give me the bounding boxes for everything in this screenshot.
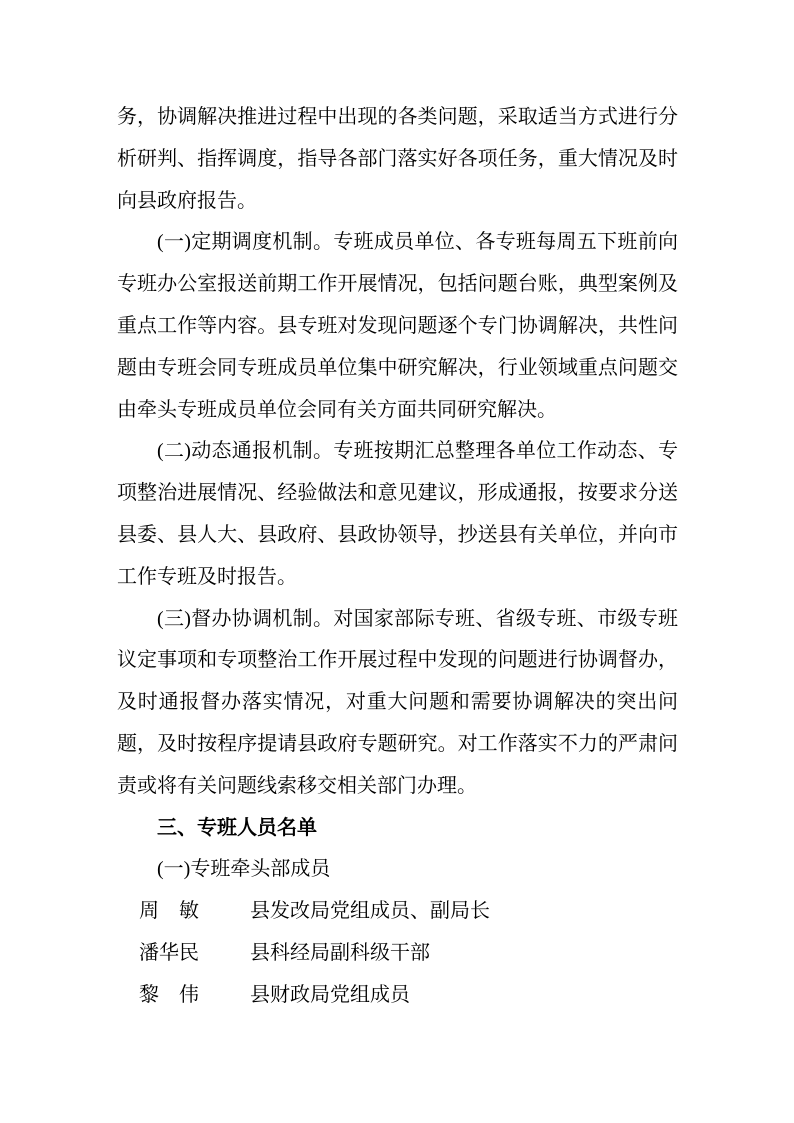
member-row — [117, 933, 678, 975]
body-paragraph-mechanism-1: (一)定期调度机制。专班成员单位、各专班每周五下班前向专班办公室报送前期工作开展情况，包括问题台账，典型案例及重点工作等内容。县专班对发现问题逐个专门协调解决，共性问题由专班会同专班成员单位集中研究解决，行业领域重点问题交由牵头专班成员单位会同有关方面共同研究解决。 — [117, 231, 678, 421]
member-row — [117, 891, 678, 933]
body-paragraph-mechanism-2: (二)动态通报机制。专班按期汇总整理各单位工作动态、专项整治进展情况、经验做法和意见建议，形成通报，按要求分送县委、县人大、县政府、县政协领导，抄送县有关单位，并向市工作专班及时报告。 — [117, 440, 678, 588]
member-name: 潘华民 — [139, 941, 199, 964]
member-title: 县财政局党组成员 — [250, 983, 410, 1006]
member-name: 黎 伟 — [139, 983, 199, 1006]
document-content — [117, 97, 678, 1017]
member-title: 县科经局副科级干部 — [250, 941, 430, 964]
member-row — [117, 975, 678, 1017]
section-heading-personnel-list: 三、专班人员名单 — [157, 816, 317, 839]
member-name: 周 敏 — [139, 900, 199, 923]
body-paragraph-continuation: 务，协调解决推进过程中出现的各类问题，采取适当方式进行分析研判、指挥调度，指导各部门落实好各项任务，重大情况及时向县政府报告。 — [117, 106, 678, 212]
member-title: 县发改局党组成员、副局长 — [250, 900, 490, 923]
body-paragraph-mechanism-3: (三)督办协调机制。对国家部际专班、省级专班、市级专班议定事项和专项整治工作开展过程中发现的问题进行协调督办，及时通报督办落实情况，对重大问题和需要协调解决的突出问题，及时按程序提请县政府专题研究。对工作落实不力的严肃问责或将有关问题线索移交相关部门办理。 — [117, 607, 678, 797]
subsection-heading-lead-members: (一)专班牵头部成员 — [157, 858, 331, 881]
